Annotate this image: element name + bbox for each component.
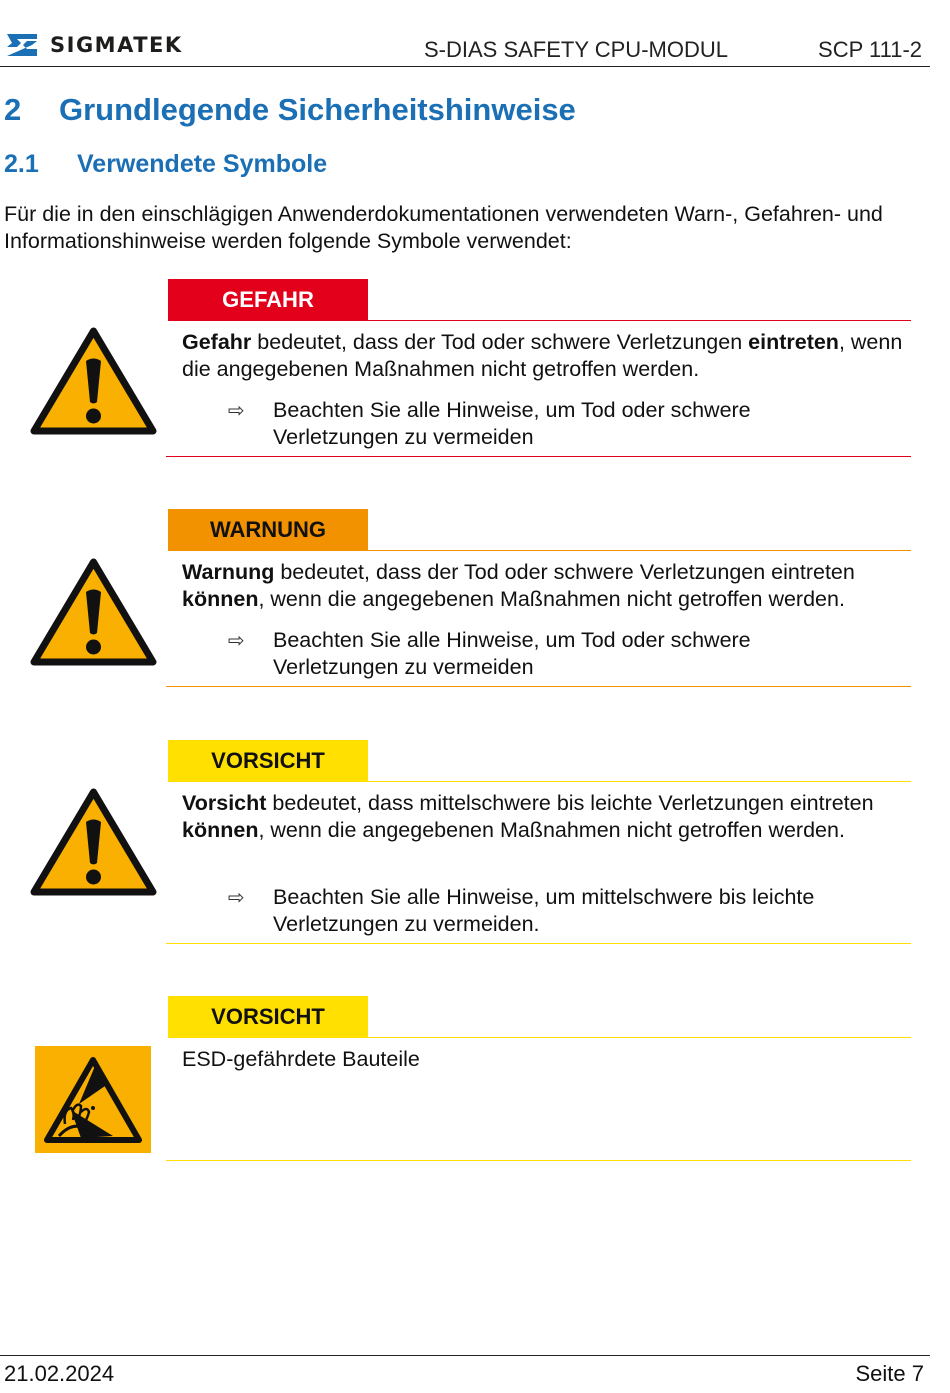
caution-notice [0,740,930,946]
sigmatek-logo [4,30,183,60]
hollow-arrow-icon: ⇨ [228,887,245,909]
caution-tag: VORSICHT [168,996,368,1038]
footer-page-number: Seite 7 [855,1361,924,1386]
esd-caution-notice [0,996,930,1164]
notice-text-part: , wenn die angegebenen Maßnahmen nicht getroffen werden. [258,818,845,842]
notice-instruction: Beachten Sie alle Hinweise, um mittelschwere bis leichte Verletzungen zu vermeiden. [273,885,815,936]
danger-description [182,329,912,383]
sigmatek-logo-icon [4,32,40,58]
notice-instruction: Beachten Sie alle Hinweise, um Tod oder schwere Verletzungen zu vermeiden [273,628,751,679]
notice-text-part: bedeutet, dass mittelschwere bis leichte Verletzungen eintreten [266,791,874,815]
notice-emphasis: können [182,587,259,611]
hollow-arrow-icon: ⇨ [228,630,245,652]
esd-hand-icon [35,1046,151,1153]
page-header [0,0,930,67]
page-footer [0,1355,930,1393]
notice-top-line [368,550,911,551]
hollow-arrow-icon: ⇨ [228,400,245,422]
notice-text-part: bedeutet, dass der Tod oder schwere Verletzungen eintreten [274,560,855,584]
footer-date: 21.02.2024 [4,1361,115,1386]
notice-text-part: , wenn die angegebenen Maßnahmen nicht getroffen werden. [258,587,845,611]
caution-description [182,790,912,844]
intro-paragraph: Für die in den einschlägigen Anwenderdokumentationen verwendeten Warn-, Gefahren- und Informationshinweise werden folgende Symbole verwendet: [4,202,883,253]
warning-triangle-icon [30,788,157,898]
notice-text-part: , wenn die angegebenen Maßnahmen nicht getroffen werden. [182,330,903,381]
warning-tag: WARNUNG [168,509,368,551]
warning-triangle-icon [30,327,157,437]
section-number: 2 [4,92,22,127]
notice-lead-word: Gefahr [182,330,252,354]
esd-description: ESD-gefährdete Bauteile [182,1047,420,1071]
notice-instruction: Beachten Sie alle Hinweise, um Tod oder schwere Verletzungen zu vermeiden [273,398,751,449]
warning-triangle-icon [30,558,157,668]
notice-emphasis: eintreten [748,330,839,354]
logo-text: SIGMATEK [50,33,183,57]
document-title: S-DIAS SAFETY CPU-MODUL [424,37,728,62]
notice-bottom-line [166,686,911,687]
notice-bottom-line [166,943,911,944]
danger-tag: GEFAHR [168,279,368,321]
notice-text-part: bedeutet, dass der Tod oder schwere Verletzungen [251,330,749,354]
notice-lead-word: Vorsicht [182,791,267,815]
notice-top-line [368,320,911,321]
subsection-title: Verwendete Symbole [77,150,328,178]
subsection-number: 2.1 [4,150,39,178]
notice-lead-word: Warnung [182,560,275,584]
caution-tag: VORSICHT [168,740,368,782]
notice-bottom-line [166,1160,911,1161]
notice-emphasis: können [182,818,259,842]
danger-notice [0,279,930,459]
document-code: SCP 111-2 [818,37,922,62]
section-heading [4,92,576,128]
notice-top-line [368,781,911,782]
notice-top-line [368,1037,911,1038]
warning-description [182,559,912,613]
subsection-heading [4,150,327,179]
warning-notice [0,509,930,689]
notice-bottom-line [166,456,911,457]
section-title: Grundlegende Sicherheitshinweise [59,92,576,127]
